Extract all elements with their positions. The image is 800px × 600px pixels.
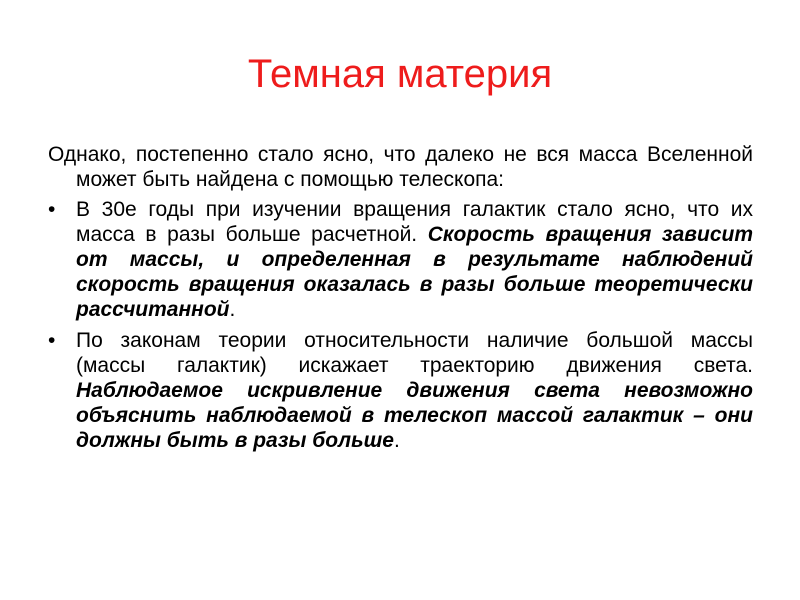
bullet-text: По законам теории относительности наличие большой массы (массы галактик) искажает траекторию движения света. xyxy=(76,329,753,377)
bullet-text: В 30е годы при изучении вращения галактик стало ясно, что их масса в разы больше расчетной. xyxy=(76,198,753,246)
bullet-item-rotation xyxy=(48,197,753,322)
bullet-emphasis: Наблюдаемое искривление движения света невозможно объяснить наблюдаемой в телескоп массой галактик – они должны быть в разы больше xyxy=(76,379,753,452)
bullet-end: . xyxy=(229,298,236,321)
bullet-end: . xyxy=(393,429,400,452)
bullet-item-relativity xyxy=(48,328,753,453)
bullet-marker: • xyxy=(48,329,56,352)
bullet-marker: • xyxy=(48,198,56,221)
intro-paragraph: Однако, постепенно стало ясно, что далеко не вся масса Вселенной может быть найдена с помощью телескопа: xyxy=(48,143,753,191)
slide-body xyxy=(48,142,753,459)
slide-title: Темная материя xyxy=(247,52,553,96)
bullet-emphasis: Скорость вращения зависит от массы, и определенная в результате наблюдений скорость вращения оказалась в разы больше теоретически рассчитанной xyxy=(76,223,753,321)
